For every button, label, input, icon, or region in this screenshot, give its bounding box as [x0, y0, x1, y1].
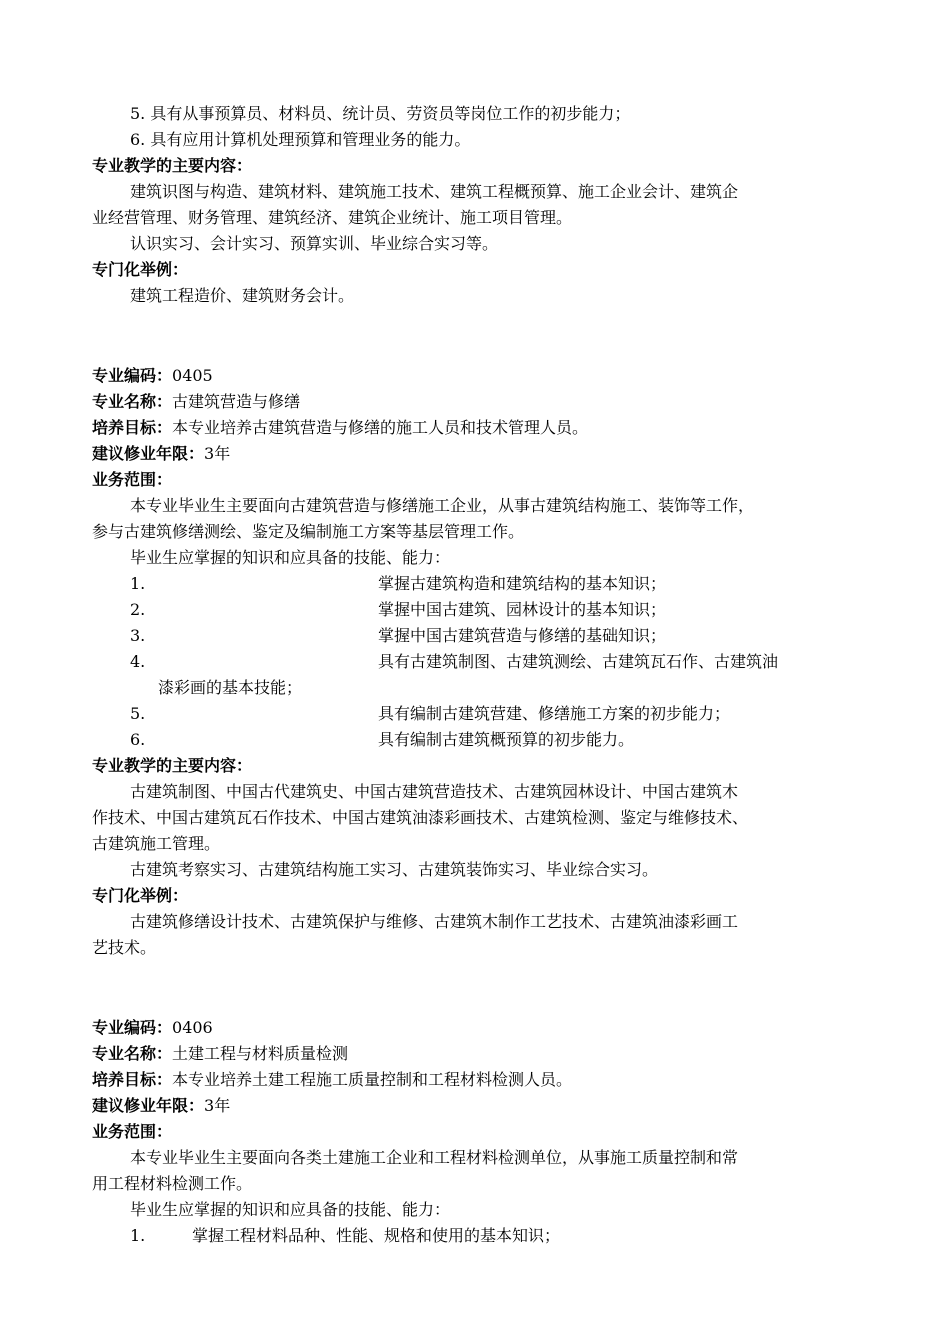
training-goal-row	[92, 418, 588, 438]
paragraph-line: 作技术、中国古建筑瓦石作技术、中国古建筑油漆彩画技术、古建筑检测、鉴定与维修技术、	[92, 808, 749, 827]
paragraph-line: 认识实习、会计实习、预算实训、毕业综合实习等。	[130, 234, 499, 253]
skills-intro: 毕业生应掌握的知识和应具备的技能、能力：	[130, 1200, 451, 1219]
skill-text: 掌握工程材料品种、性能、规格和使用的基本知识；	[192, 1226, 561, 1245]
skills-intro: 毕业生应掌握的知识和应具备的技能、能力：	[130, 548, 451, 567]
training-goal-label: 培养目标：	[92, 418, 173, 437]
training-goal-label: 培养目标：	[92, 1070, 173, 1089]
study-years-value: 3年	[204, 1096, 231, 1115]
major-name-label: 专业名称：	[92, 1044, 173, 1063]
ability-item-5: 5. 具有从事预算员、材料员、统计员、劳资员等岗位工作的初步能力；	[130, 104, 631, 123]
paragraph-line: 古建筑施工管理。	[92, 834, 221, 853]
major-code-row	[92, 366, 213, 386]
skill-text: 具有古建筑制图、古建筑测绘、古建筑瓦石作、古建筑油	[378, 652, 779, 671]
major-code-label: 专业编码：	[92, 1018, 173, 1037]
paragraph-line: 本专业毕业生主要面向各类土建施工企业和工程材料检测单位，从事施工质量控制和常	[130, 1148, 739, 1167]
skill-text: 具有编制古建筑营建、修缮施工方案的初步能力；	[378, 704, 731, 723]
section-label-scope: 业务范围：	[92, 1122, 173, 1141]
skill-text-continuation: 漆彩画的基本技能；	[158, 678, 303, 697]
major-code-row	[92, 1018, 213, 1038]
skill-item	[130, 1226, 870, 1246]
skill-number: 2.	[130, 600, 146, 619]
major-name-value: 古建筑营造与修缮	[172, 392, 301, 411]
study-years-label: 建议修业年限：	[92, 1096, 205, 1115]
skill-number: 4.	[130, 652, 146, 671]
training-goal-value: 本专业培养土建工程施工质量控制和工程材料检测人员。	[172, 1070, 573, 1089]
skill-number: 5.	[130, 704, 146, 723]
major-code-value: 0405	[172, 366, 213, 385]
major-name-label: 专业名称：	[92, 392, 173, 411]
ability-item-6: 6. 具有应用计算机处理预算和管理业务的能力。	[130, 130, 471, 149]
skill-item	[130, 704, 870, 724]
section-label-specialization: 专门化举例：	[92, 260, 189, 279]
training-goal-value: 本专业培养古建筑营造与修缮的施工人员和技术管理人员。	[172, 418, 589, 437]
major-name-value: 土建工程与材料质量检测	[172, 1044, 349, 1063]
section-label-teaching: 专业教学的主要内容：	[92, 756, 253, 775]
paragraph-line: 古建筑修缮设计技术、古建筑保护与维修、古建筑木制作工艺技术、古建筑油漆彩画工	[130, 912, 739, 931]
major-code-label: 专业编码：	[92, 366, 173, 385]
paragraph-line: 业经营管理、财务管理、建筑经济、建筑企业统计、施工项目管理。	[92, 208, 573, 227]
skill-item	[130, 574, 870, 594]
paragraph-line: 建筑识图与构造、建筑材料、建筑施工技术、建筑工程概预算、施工企业会计、建筑企	[130, 182, 739, 201]
section-label-teaching: 专业教学的主要内容：	[92, 156, 253, 175]
skill-item	[130, 652, 870, 672]
paragraph-line: 建筑工程造价、建筑财务会计。	[130, 286, 355, 305]
section-label-scope: 业务范围：	[92, 470, 173, 489]
study-years-row	[92, 1096, 230, 1116]
skill-text: 掌握中国古建筑营造与修缮的基础知识；	[378, 626, 667, 645]
paragraph-line: 用工程材料检测工作。	[92, 1174, 253, 1193]
major-code-value: 0406	[172, 1018, 213, 1037]
skill-text: 具有编制古建筑概预算的初步能力。	[378, 730, 635, 749]
section-label-specialization: 专门化举例：	[92, 886, 189, 905]
skill-item	[130, 600, 870, 620]
major-name-row	[92, 392, 300, 412]
skill-number: 1.	[130, 574, 146, 593]
paragraph-line: 古建筑考察实习、古建筑结构施工实习、古建筑装饰实习、毕业综合实习。	[130, 860, 659, 879]
study-years-label: 建议修业年限：	[92, 444, 205, 463]
paragraph-line: 本专业毕业生主要面向古建筑营造与修缮施工企业，从事古建筑结构施工、装饰等工作，	[130, 496, 755, 515]
skill-number: 1.	[130, 1226, 146, 1245]
training-goal-row	[92, 1070, 572, 1090]
skill-text: 掌握古建筑构造和建筑结构的基本知识；	[378, 574, 667, 593]
paragraph-line: 古建筑制图、中国古代建筑史、中国古建筑营造技术、古建筑园林设计、中国古建筑木	[130, 782, 739, 801]
skill-item	[130, 626, 870, 646]
paragraph-line: 参与古建筑修缮测绘、鉴定及编制施工方案等基层管理工作。	[92, 522, 525, 541]
skill-item	[130, 730, 870, 750]
skill-text: 掌握中国古建筑、园林设计的基本知识；	[378, 600, 667, 619]
major-name-row	[92, 1044, 348, 1064]
skill-number: 6.	[130, 730, 146, 749]
paragraph-line: 艺技术。	[92, 938, 157, 957]
skill-number: 3.	[130, 626, 146, 645]
study-years-row	[92, 444, 230, 464]
study-years-value: 3年	[204, 444, 231, 463]
